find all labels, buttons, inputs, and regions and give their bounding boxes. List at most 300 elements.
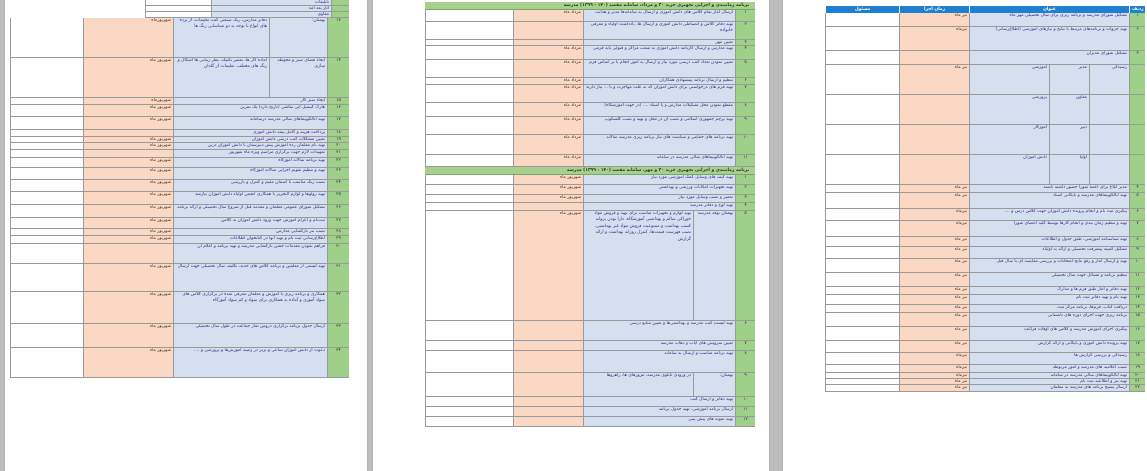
row-number: ۸ — [735, 103, 755, 116]
row-number: ۲۲ — [327, 158, 349, 167]
row-description: تهیه برنامه سالانه آموزگاه — [173, 158, 327, 167]
row-description: نصب بنر بازگشایی مدارس — [173, 229, 327, 235]
row-responsible: مرداد ماه — [513, 135, 583, 154]
table-row — [825, 51, 1145, 65]
row-responsible: شهریور ماه — [83, 236, 173, 243]
page1-top-table — [145, 0, 349, 18]
row-responsible — [83, 150, 173, 157]
row-number: ۵ — [735, 60, 755, 77]
row-description: تهیه آنالکوپیماهای سالی مدرسه در سامانه — [969, 373, 1129, 378]
table-row — [425, 407, 755, 417]
row-description: مقاوی — [211, 12, 331, 17]
row-responsible: شهریور ماه — [83, 168, 173, 179]
table-header — [825, 6, 1145, 13]
row-notes — [425, 78, 513, 84]
row-sub: مدیر — [1049, 65, 1089, 94]
row-number: ۳۰ — [327, 244, 349, 263]
row-description: تعیین مشکلات کتب درسی دانش آموزان — [173, 137, 327, 142]
table-row — [425, 103, 755, 117]
row-responsible — [513, 351, 583, 372]
table-row — [825, 125, 1145, 155]
table-row — [10, 150, 349, 158]
row-description: تعیین نمودن تعداد کتب درسی مورد نیاز و ارسال به امور انجام یا بر اساس فرم — [583, 60, 735, 77]
row-number: ۱۷ — [327, 117, 349, 129]
row-notes — [425, 60, 513, 77]
row-responsible: مرداد ماه — [513, 60, 583, 77]
row-number: ۱۵ — [327, 98, 349, 104]
table-row — [825, 13, 1145, 27]
row-description: دعوت از دانش آموزان ساعی و برتر در زمینه آموزش‌ها و پرورشی و .... — [173, 348, 327, 377]
row-number: ۱۱ — [735, 155, 755, 166]
table-row — [825, 259, 1145, 273]
row-number — [1129, 155, 1145, 184]
row-description: دفاتر مدارس، رنگ صنعتی کتب تعلیمات، از پرده های انواع با توجه به دو شناسانی رنگ ها — [173, 18, 269, 57]
row-number: ۱۰ — [735, 135, 755, 154]
row-description: تهیه شناسنامه آموزشی، طبق جدول و اطلاعات — [969, 237, 1129, 246]
row-time — [899, 155, 969, 184]
row-sub: معاون — [1049, 95, 1089, 124]
row-description: تشکیل شورای مدیران — [969, 51, 1129, 64]
row-description: تهیه پرونده دانش آموزی و بایگانی و ارائه گزارش — [969, 341, 1129, 352]
row-description: تهیه آنالکوپیماهای مدرسه و بایگانی اسناد — [969, 193, 1129, 208]
row-responsible: شهریور ماه — [83, 264, 173, 291]
page2-table-1 — [425, 10, 755, 167]
row-time: تیر ماه — [899, 295, 969, 304]
table-row — [425, 78, 755, 85]
row-number: ۹ — [1129, 247, 1145, 258]
row-time: تیرماه — [899, 209, 969, 220]
table-row — [825, 273, 1145, 287]
row-description: پرورشی — [969, 95, 1049, 124]
row-responsible — [825, 295, 899, 304]
row-time: تیر ماه — [899, 379, 969, 384]
table-row — [425, 10, 755, 22]
table-row — [425, 60, 755, 78]
row-responsible: شهریورماه — [83, 98, 173, 104]
table-row — [10, 292, 349, 324]
row-number: ۲ — [735, 185, 755, 194]
header-title: عنوان — [969, 6, 1129, 13]
row-description: تهیه لیست کتب مدرسه و بهداشتی‌ها و تعیین منابع درسی — [583, 321, 735, 340]
table-row — [825, 185, 1145, 193]
row-number: ۲۱ — [327, 150, 349, 157]
row-description: مدیر ابلاغ برای اعضا شورا حضور داشته باشند — [969, 185, 1129, 192]
row-responsible — [825, 341, 899, 352]
row-description: ایجاد سبز کار — [173, 98, 327, 104]
row-notes — [425, 341, 513, 350]
row-description: تهیه فرم های درخواستی برای دانش آموزان که به علت مهاجرت و یا ... نیاز دارند — [583, 85, 735, 102]
table-row — [825, 221, 1145, 237]
row-notes — [10, 168, 83, 179]
row-responsible — [825, 379, 899, 384]
row-notes — [425, 185, 513, 194]
row-description: تهیه دفاتر و آمار طبق فرم ها و مدارک — [969, 287, 1129, 294]
row-responsible: شهریور ماه — [513, 195, 583, 202]
row-number: ۲۵ — [327, 192, 349, 204]
row-time: تیرماه — [899, 221, 969, 236]
row-responsible: شهریور ماه — [83, 58, 173, 97]
row-number: ۳۴ — [327, 348, 349, 377]
table-row — [825, 155, 1145, 185]
row-number: ۴ — [1129, 185, 1145, 192]
row-number: ۳ — [735, 195, 755, 202]
table-row — [425, 321, 755, 341]
row-responsible: مرداد ماه — [513, 117, 583, 134]
row-description: تشکیل کمیته پیشرفت تحصیلی و ارائه به اولیاء — [969, 247, 1129, 258]
row-notes — [425, 417, 513, 426]
row-description: برنامه ریزی جهت اجرای دوره های تابستانی — [969, 313, 1129, 326]
row-responsible — [513, 397, 583, 406]
row-description: تمهیدات لازم جهت برگزاری مراسم ویژه ماه شهریور — [173, 150, 327, 157]
row-notes — [10, 292, 83, 323]
row-notes — [10, 18, 83, 57]
row-responsible — [513, 22, 583, 39]
row-number — [331, 12, 349, 17]
table-row — [825, 193, 1145, 209]
row-notes — [425, 203, 513, 210]
row-number: ۲۷ — [327, 218, 349, 228]
row-notes — [10, 117, 83, 129]
table-row — [425, 211, 755, 321]
row-responsible — [825, 373, 899, 378]
row-number: ۱۳ — [327, 18, 349, 57]
row-notes — [10, 244, 83, 263]
row-number: ۷ — [1129, 221, 1145, 236]
row-number: ۱۹ — [1129, 365, 1145, 372]
table-row — [10, 229, 349, 236]
table-row — [425, 417, 755, 427]
table-row — [10, 192, 349, 205]
row-description: تعیین سرویس های ایاب و ذهاب مدرسه — [583, 341, 735, 350]
row-time: تیرماه — [899, 373, 969, 378]
row-notes — [10, 218, 83, 228]
row-responsible — [513, 321, 583, 340]
row-notes — [425, 407, 513, 416]
row-responsible — [825, 125, 899, 154]
table-row — [10, 244, 349, 264]
row-time: تیر ماه — [899, 13, 969, 26]
table-row — [10, 117, 349, 130]
row-notes — [10, 98, 83, 104]
row-number: ۴ — [735, 46, 755, 59]
row-description: تعیین مهر — [583, 40, 735, 45]
table-row — [10, 168, 349, 180]
row-description: ارسال آمار تمام کلاس های دانش آموزی و ارسال به سامانه‌ها مدیر و هدایت — [583, 10, 735, 21]
row-number: ۱۰ — [735, 397, 755, 406]
row-description: آثار بعد آمد — [211, 6, 331, 11]
row-description: نصب رنگ مناسب با آسمان مقیم و کنترل و بازرسی — [173, 180, 327, 191]
table-row — [425, 22, 755, 40]
row-responsible — [825, 259, 899, 272]
row-number: ۶ — [1129, 209, 1145, 220]
row-notes — [10, 58, 83, 97]
row-time: تیر ماه — [899, 65, 969, 94]
row-responsible — [145, 0, 211, 5]
row-notes — [10, 150, 83, 157]
table-row — [10, 98, 349, 105]
row-number: ۱۸ — [1129, 353, 1145, 364]
row-time: تیر ماه — [899, 327, 969, 340]
row-responsible: مرداد ماه — [513, 85, 583, 102]
row-responsible — [825, 313, 899, 326]
row-number: ۱۳ — [1129, 295, 1145, 304]
row-number: ۱ — [735, 175, 755, 184]
row-description: تشکیل شورای عمومی معلمان و مقدمه قبل از شروع سال تحصیلی و ارائه برنامه — [173, 205, 327, 217]
row-number — [1129, 125, 1145, 154]
table-row — [10, 236, 349, 244]
row-time: تیر ماه — [899, 247, 969, 258]
row-number: ۲۹ — [327, 236, 349, 243]
row-description: تهیه لیستی از معلمین و برنامه کلاس های جدید، تکلیف سال تحصیلی جهت ارسال — [173, 264, 327, 291]
table-row — [825, 295, 1145, 305]
row-notes — [10, 264, 83, 291]
row-number: ۱۴ — [327, 58, 349, 97]
row-description: پیگیری ثبت نام و انجام پرونده دانش آموزان جهت کلاس درس و .... — [969, 209, 1129, 220]
section-header-2: برنامه زمانبندی و اجرایی تجهیزی خرید ۳۰ و مهر، سامانه مقصد (۱۴۰ - ۱۳۹۹) مدرسه — [425, 167, 755, 175]
row-responsible: شهریور ماه — [83, 229, 173, 235]
row-notes — [425, 351, 513, 372]
row-number — [331, 0, 349, 5]
table-row — [10, 218, 349, 229]
row-responsible — [145, 12, 211, 17]
table-row — [825, 353, 1145, 365]
row-time: تیر ماه — [899, 305, 969, 312]
row-number: ۲ — [1129, 27, 1145, 50]
table-row — [425, 373, 755, 397]
row-responsible — [825, 273, 899, 286]
row-responsible: شهریور ماه — [513, 175, 583, 184]
table-row — [825, 209, 1145, 221]
row-number: ۲۴ — [327, 180, 349, 191]
row-responsible: شهریور ماه — [83, 158, 173, 167]
row-description: ارسال برنامه آموزشی، تهیه جدول برنامه — [583, 407, 735, 416]
row-description: تهیه کیف های وسایل کمک آموزشی مورد نیاز — [583, 175, 735, 184]
row-responsible: مرداد ماه — [513, 46, 583, 59]
table-row — [825, 341, 1145, 353]
table-row — [425, 351, 755, 373]
row-responsible — [825, 353, 899, 364]
row-time: تیرماه — [899, 353, 969, 364]
row-description: رسیدگی و بررسی گزارش ها — [969, 353, 1129, 364]
row-responsible — [825, 185, 899, 192]
row-number: ۳ — [1129, 51, 1145, 64]
row-number: ۳۳ — [327, 324, 349, 347]
row-notes — [10, 229, 83, 235]
row-number: ۱۱ — [1129, 273, 1145, 286]
row-number: ۸ — [1129, 237, 1145, 246]
row-responsible: شهریور ماه — [83, 348, 173, 377]
table-row — [825, 327, 1145, 341]
row-responsible — [83, 244, 173, 263]
row-notes — [425, 103, 513, 116]
row-responsible — [513, 417, 583, 426]
row-notes — [10, 137, 83, 142]
table-row — [825, 287, 1145, 295]
table-row — [825, 65, 1145, 95]
row-description: مقطع نمودن محل تشکیلات مدارس و یا اسناد .... (در جهت آموزشگاه) — [583, 103, 735, 116]
row-notes — [425, 175, 513, 184]
document-page-1[interactable] — [5, 0, 367, 471]
table-row — [825, 27, 1145, 51]
row-notes — [425, 155, 513, 166]
row-description: آموزگار — [969, 125, 1049, 154]
row-number: ۱ — [735, 10, 755, 21]
row-responsible — [825, 95, 899, 124]
row-description: تهیه و تنظیم زمان بندی و انجام کارها توسط کلیه اعضای شورا — [969, 221, 1129, 236]
row-number: ۵ — [1129, 193, 1145, 208]
table-row — [825, 237, 1145, 247]
row-responsible — [825, 221, 899, 236]
table-row — [425, 135, 755, 155]
row-number: ۱۶ — [1129, 327, 1145, 340]
row-notes — [10, 105, 83, 116]
row-time: تیرماه — [899, 365, 969, 372]
row-number: ۹ — [735, 373, 755, 396]
row-responsible — [825, 287, 899, 294]
row-description: دریافت کتاب، فرم‌ها، برنامه مرکز ثبت — [969, 305, 1129, 312]
row-description: تهیه لوح و دفاتر مدرسه — [583, 203, 735, 210]
row-notes — [10, 205, 83, 217]
row-description: آموزشی — [969, 65, 1049, 94]
row-responsible — [825, 327, 899, 340]
row-number: ۴ — [735, 203, 755, 210]
row-responsible: شهریور ماه — [83, 143, 173, 149]
row-label — [1089, 125, 1129, 154]
row-number: ۱۶ — [327, 105, 349, 116]
row-description: پرداخت هزینه و کامل بیمه دانش آموزی — [173, 130, 327, 136]
row-responsible — [513, 407, 583, 416]
row-description: تهیه نمونه های پیش بینی — [583, 417, 735, 426]
row-responsible — [825, 247, 899, 258]
table-row — [425, 195, 755, 203]
row-number: ۱۲ — [1129, 287, 1145, 294]
table-row — [825, 385, 1145, 392]
row-number — [1129, 65, 1145, 94]
row-description: تهیه مدارس و ارسال کارنامه دانش آموزی به شعب مراکز و قبولی پایه فرمی — [583, 46, 735, 59]
row-number: ۶ — [735, 78, 755, 84]
row-number: ۳۲ — [327, 292, 349, 323]
row-number: ۲۳ — [327, 168, 349, 179]
row-description: ارسال جدول برنامه برگزاری دروس تماز جماعت در طول سال تحصیلی — [173, 324, 327, 347]
page2-table-2 — [425, 175, 755, 427]
row-number: ۲۰ — [327, 143, 349, 149]
row-number: ۹ — [735, 117, 755, 134]
row-description: تعمیر و نصب وسایل مورد نیاز — [583, 195, 735, 202]
row-description: تهیه لوازم و تجهیزات مناسب برای تهیه و فروش مواد خوراکی سالم و بهداشتی آموزشگاه، دارا بودن پروانه کسب بهداشت و ممنوعیت فروش مواد غیر بهداشتی، نصب فهرست قیمت‌ها، کنترل روزانه بهداشت و ارائه گزارش — [583, 211, 693, 320]
row-number: ۷ — [735, 341, 755, 350]
row-number — [331, 6, 349, 11]
row-responsible — [513, 341, 583, 350]
row-number: ۳۱ — [327, 264, 349, 291]
table-row — [425, 46, 755, 60]
row-notes — [425, 85, 513, 102]
row-description: تهیه بنر و اطلاعیه ثبت نام — [969, 379, 1129, 384]
row-responsible: شهریور ماه — [83, 324, 173, 347]
row-description: تهیه برنامه های حمایتی و سیاست های نیاز برنامه ریزی مدرسه سالانه — [583, 135, 735, 154]
row-description: آماده کار ها، تعمیر تکنیک، نظر زیبایی ها اشکال و رنگ های مختلف، تعلیمات از گلدان — [173, 58, 269, 97]
row-description: تهیه و ارسال آمار و رفع نتایج امتحانات و بررسی مقایسه ای با سال قبل — [969, 259, 1129, 272]
row-description: تنظیم برنامه و مسائل جهت سال تحصیلی — [969, 273, 1129, 286]
page1-table — [10, 18, 349, 378]
row-description: تابلیغات — [211, 0, 331, 5]
row-number: ۳ — [735, 40, 755, 45]
row-responsible — [825, 155, 899, 184]
row-number: ۲۶ — [327, 205, 349, 217]
row-responsible: مرداد ماه — [513, 78, 583, 84]
row-number: ۱۷ — [1129, 341, 1145, 352]
row-description: تنظیم و ارسال برنامه پیشنهادی همکاران — [583, 78, 735, 84]
row-description: تهیه دفاتر و ارسال کتب — [583, 397, 735, 406]
table-row — [825, 247, 1145, 259]
row-label: ایجاد فضای سبز و محوطه سازی — [269, 58, 327, 97]
table-row — [825, 365, 1145, 373]
table-row — [10, 264, 349, 292]
row-notes — [425, 46, 513, 59]
row-responsible: شهریور ماه — [513, 185, 583, 194]
row-notes — [425, 40, 513, 45]
row-description: همکاری و برنامه ریزی با آموزش و معلمان معرفی شده در برگزاری کلاس های سواد آموزی و آماده به همکاری برای سواد و کم سواد آموزگاه — [173, 292, 327, 323]
row-responsible — [145, 6, 211, 11]
row-number: ۱۴ — [1129, 305, 1145, 312]
row-number: ۲۲ — [1129, 385, 1145, 391]
row-number: ۱ — [1129, 13, 1145, 26]
row-notes — [425, 135, 513, 154]
row-description: تهیه نام و تهیه دفاتر ثبت نام — [969, 295, 1129, 304]
row-notes — [425, 117, 513, 134]
row-description: تهیه آنالکوپیماهای سالی مدرسه درسامانه — [173, 117, 327, 129]
table-row — [10, 158, 349, 168]
row-time — [899, 125, 969, 154]
table-row — [425, 175, 755, 185]
row-responsible: شهریور ماه — [83, 105, 173, 116]
row-responsible: شهریور ماه — [83, 180, 173, 191]
row-notes — [10, 130, 83, 136]
table-row — [825, 305, 1145, 313]
row-label: بهمنان: — [693, 373, 735, 396]
row-number: ۲۸ — [327, 229, 349, 235]
row-responsible — [825, 385, 899, 391]
row-description: فراهم نمودن مقدمات جشن بازگشایی مدرسه و تهیه برنامه و اعلام آن — [173, 244, 327, 263]
row-responsible: شهریور ماه — [83, 117, 173, 129]
table-row — [425, 397, 755, 407]
row-responsible: مرداد ماه — [513, 155, 583, 166]
table-row — [10, 105, 349, 117]
document-page-2[interactable] — [373, 0, 769, 471]
row-number — [1129, 95, 1145, 124]
row-time: تیر ماه — [899, 259, 969, 272]
row-number: ۵ — [735, 211, 755, 320]
row-number: ۱۲ — [735, 417, 755, 426]
row-description: تشکیل شورای مدرسه و برنامه ریزی برای سال تحصیلی مهر ماه — [969, 13, 1129, 26]
document-page-3[interactable] — [783, 0, 1147, 471]
row-number: ۱۹ — [327, 137, 349, 142]
row-description: پیگیری اجرای آموزش مدرسه و کلاس های اوقات فراغت — [969, 327, 1129, 340]
row-responsible — [825, 193, 899, 208]
row-number: ۷ — [735, 85, 755, 102]
table-row — [425, 117, 755, 135]
table-row — [825, 95, 1145, 125]
table-row — [10, 58, 349, 98]
row-description: تهیه رولوها و لوازم التحریر با همکاری انجمن اولیاء دانش آموزان نیازمند — [173, 192, 327, 204]
section-header-1: برنامه زمانبندی و اجرایی تجهیزی خرید ۳۰ و مرداد، سامانه مقصد (۱۴۰ - ۱۳۹۹) مدرسه — [425, 2, 755, 10]
row-notes — [425, 22, 513, 39]
table-row — [10, 143, 349, 150]
row-description: تهیه برنامه مناسب و ارسال به سامانه — [583, 351, 735, 372]
row-sub: دبیر — [1049, 125, 1089, 154]
row-time: تیر ماه — [899, 237, 969, 246]
row-responsible — [825, 13, 899, 26]
row-label — [1089, 95, 1129, 124]
